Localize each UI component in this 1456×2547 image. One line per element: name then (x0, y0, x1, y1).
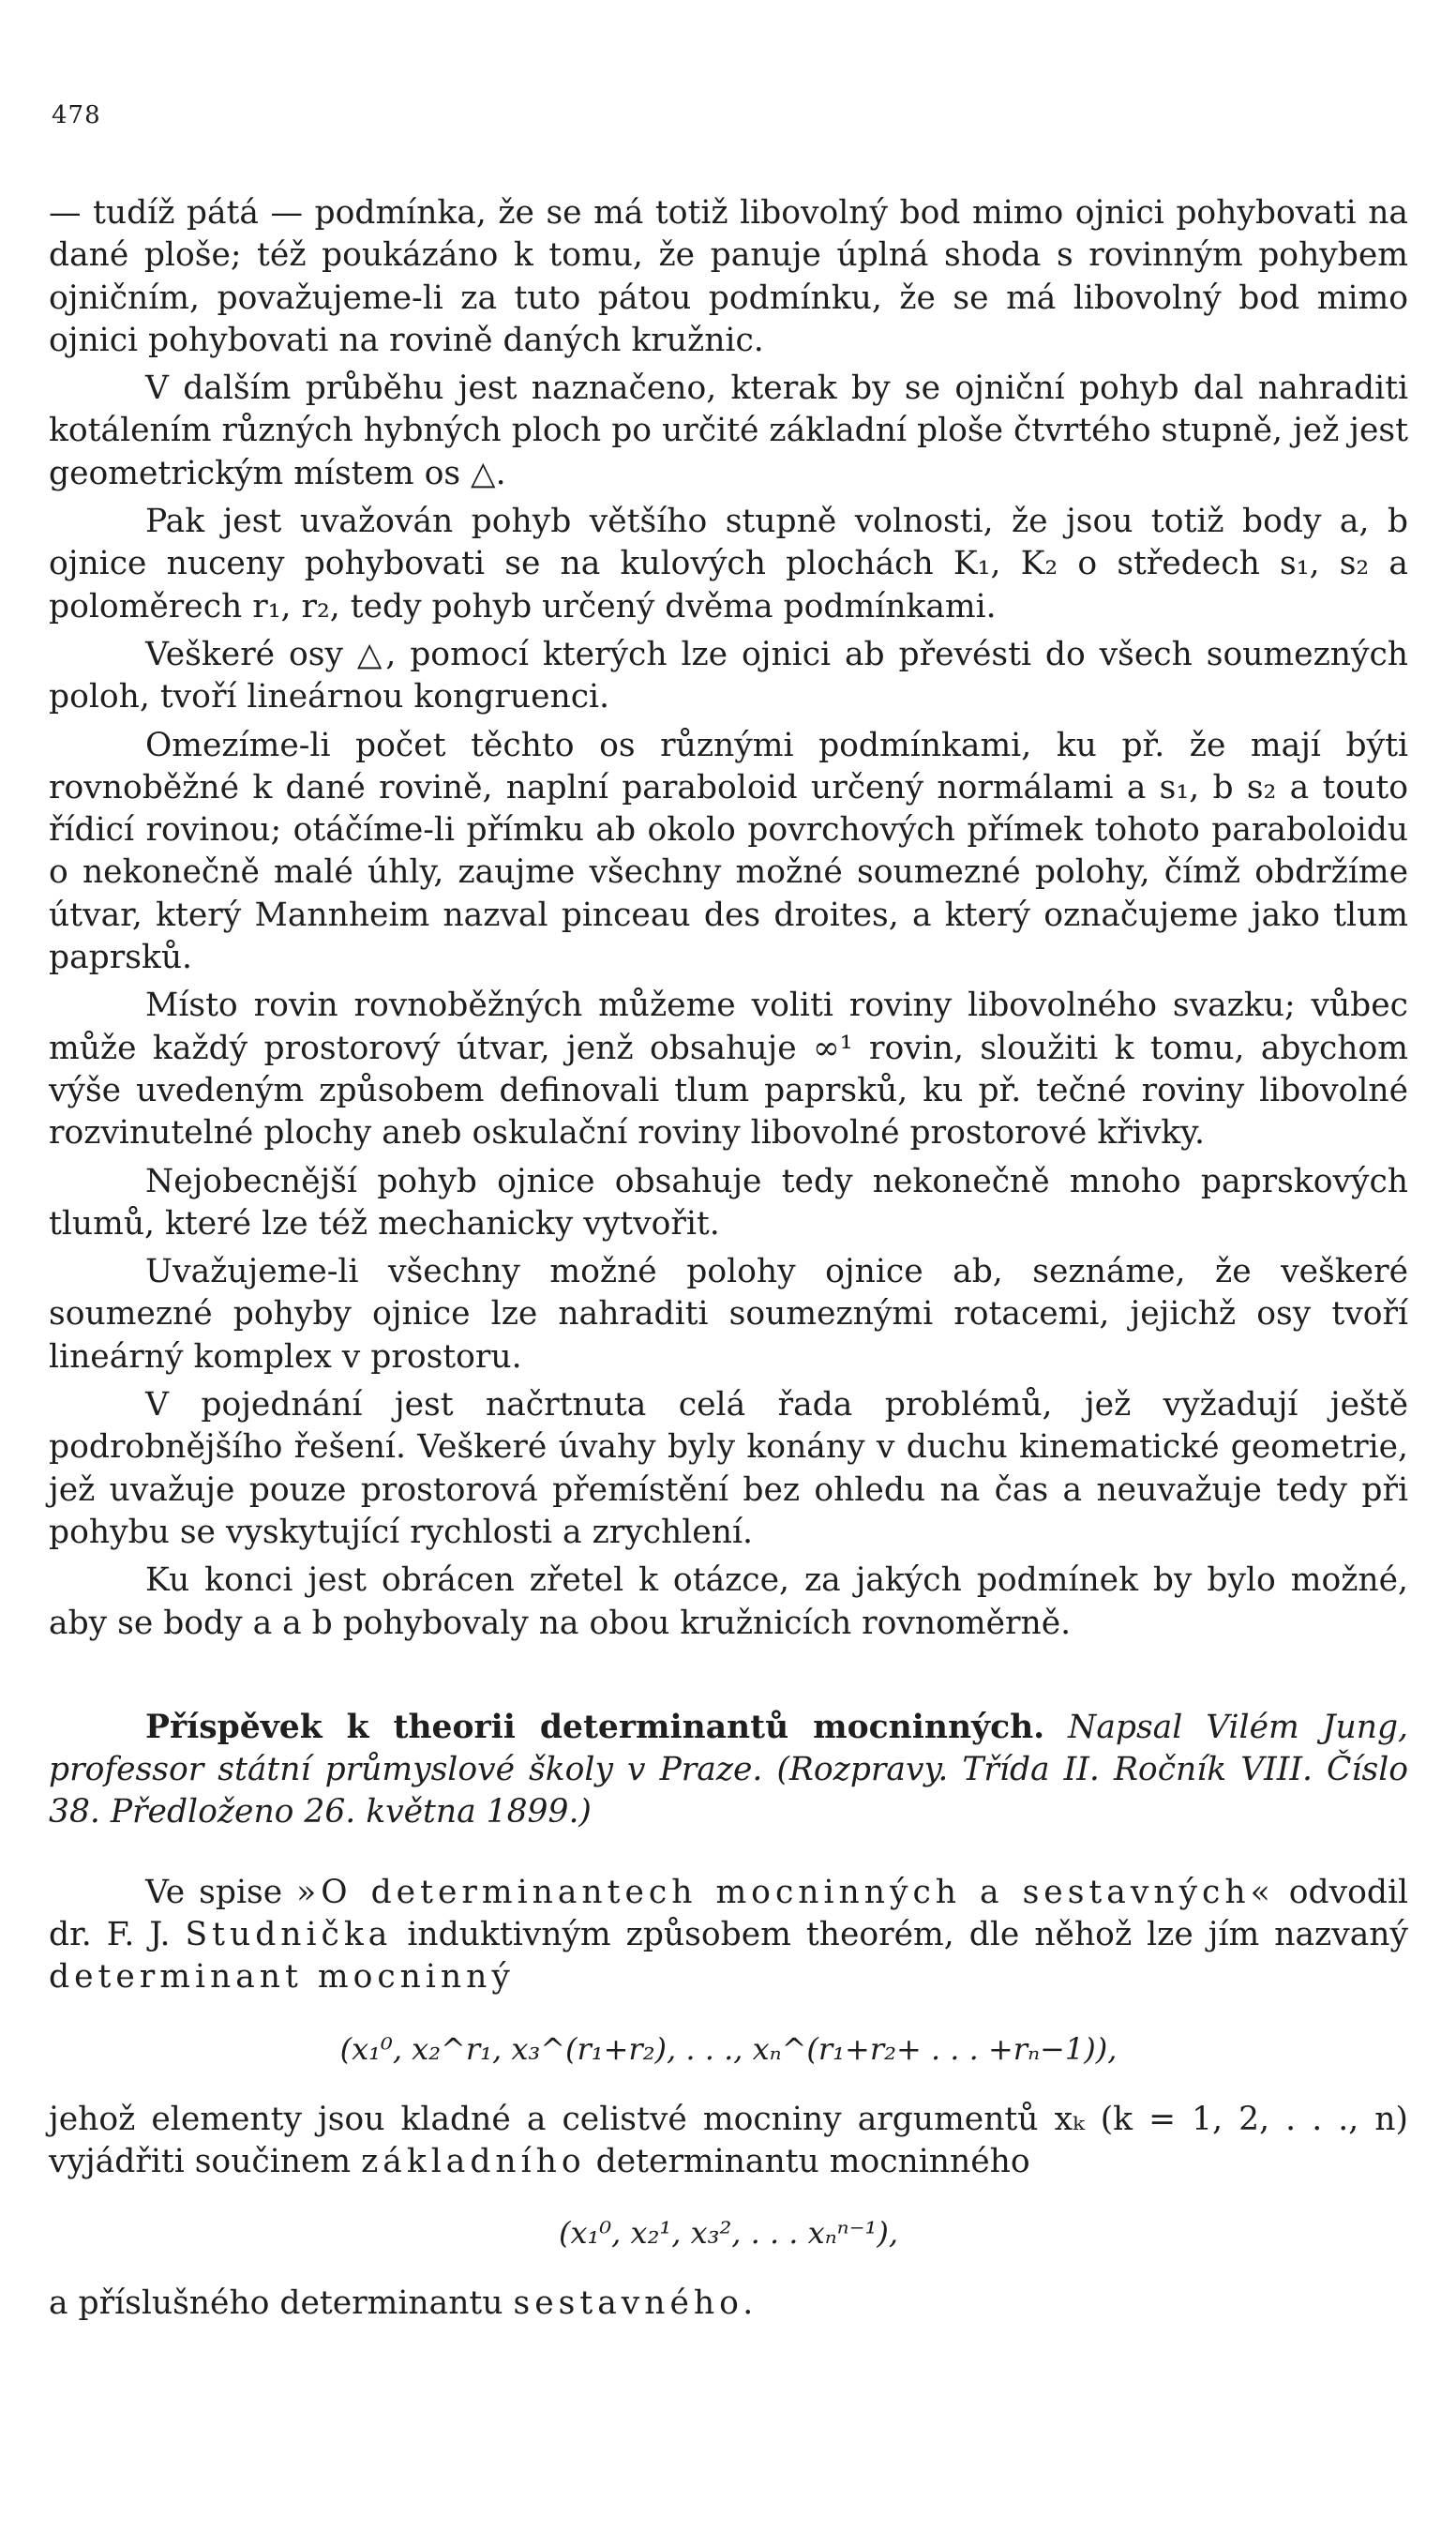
paragraph-8: Uvažujeme-li všechny možné polohy ojnice ab, seznáme, že veškeré soumezné pohyby ojnice lze nahraditi soumeznými rotacemi, jejichž osy tvoří lineárný komplex v prostoru. (49, 1253, 1408, 1376)
paragraph-1: — tudíž pátá — podmínka, že se má totiž libovolný bod mimo ojnici pohybovati na dané ploše; též poukázáno k tomu, že panuje úplná shoda s rovinným pohybem ojničním, považujeme-li za tuto pátou podmínku, že se má libovolný bod mimo ojnici pohybovati na rovině daných kružnic. (49, 194, 1408, 359)
article-paragraph-2: jehož elementy jsou kladné a celistvé mocniny argumentů xₖ (k = 1, 2, . . ., n) vyjádřiti součinem základního determinantu mocninného (49, 2100, 1408, 2180)
paragraph-4: Veškeré osy △, pomocí kterých lze ojnici ab převésti do všech soumezných poloh, tvoří lineárnou kongruenci. (49, 635, 1408, 716)
paragraph-10: Ku konci jest obrácen zřetel k otázce, za jakých podmínek by bylo možné, aby se body a a b pohybovaly na obou kružnicích rovnoměrně. (49, 1561, 1408, 1642)
term-zakladniho: základního (361, 2142, 586, 2180)
article-byline: Napsal Vilém Jung, professor státní průmyslové školy v Praze. (Rozpravy. Třída II. Ročník VIII. Číslo 38. Předloženo 26. května 1899.) (49, 1708, 1408, 1831)
page-number: 478 (52, 101, 101, 129)
term-determinant: determinant mocninný (49, 1958, 515, 1997)
article-header (49, 1707, 1408, 1834)
paragraph-9: V pojednání jest načrtnuta celá řada problémů, jež vyžadují ještě podrobnějšího řešení. Veškeré úvahy byly konány v duchu kinematické geometrie, jež uvažuje pouze prostorová přemístění bez ohledu na čas a neuvažuje tedy při pohybu se vyskytující rychlosti a zrychlení. (49, 1386, 1408, 1551)
term-sestavneho: sestavného. (513, 2284, 758, 2323)
paragraph-7: Nejobecnější pohyb ojnice obsahuje tedy nekonečně mnoho paprskových tlumů, které lze též mechanicky vytvořit. (49, 1162, 1408, 1243)
paragraph-2: V dalším průběhu jest naznačeno, kterak by se ojniční pohyb dal nahraditi kotálením různých hybných ploch po určité základní ploše čtvrtého stupně, jež jest geometrickým místem os △. (49, 369, 1408, 492)
page-body (49, 192, 1408, 2325)
paragraph-6: Místo rovin rovnoběžných můžeme voliti roviny libovolného svazku; vůbec může každý prostorový útvar, jenž obsahuje ∞¹ rovin, sloužiti k tomu, abychom výše uvedeným způsobem definovali tlum paprsků, ku př. tečné roviny libovolné rozvinutelné plochy aneb oskulační roviny libovolné prostorové křivky. (49, 987, 1408, 1153)
formula-2: (x₁⁰, x₂¹, x₃², . . . xₙⁿ⁻¹), (558, 2215, 898, 2252)
cited-author: Studnička (185, 1915, 393, 1953)
article-title: Příspěvek k theorii determinantů mocninných. (145, 1708, 1045, 1746)
paragraph-5: Omezíme-li počet těchto os různými podmínkami, ku př. že mají býti rovnoběžné k dané rovině, naplní paraboloid určený normálami a s₁, b s₂ a touto řídicí rovinou; otáčíme-li přímku ab okolo povrchových přímek tohoto paraboloidu o nekonečně malé úhly, zaujme všechny možné soumezné polohy, čímž obdržíme útvar, který Mannheim nazval pinceau des droites, a který označujeme jako tlum paprsků. (49, 726, 1408, 977)
article-paragraph-3: a příslušného determinantu sestavného. (49, 2284, 758, 2323)
formula-1: (x₁⁰, x₂^r₁, x₃^(r₁+r₂), . . ., xₙ^(r₁+r₂+ . . . +rₙ−1)), (339, 2030, 1118, 2067)
article-paragraph-1: Ve spise »O determinantech mocninných a sestavných« odvodil dr. F. J. Studnička induktivným způsobem theorém, dle něhož lze jím nazvaný determinant mocninný (49, 1873, 1409, 1997)
paragraph-3: Pak jest uvažován pohyb většího stupně volnosti, že jsou totiž body a, b ojnice nuceny pohybovati se na kulových plochách K₁, K₂ o středech s₁, s₂ a poloměrech r₁, r₂, tedy pohyb určený dvěma podmínkami. (49, 503, 1408, 625)
cited-work-title: »O determinantech mocninných a sestavných« (296, 1873, 1275, 1911)
